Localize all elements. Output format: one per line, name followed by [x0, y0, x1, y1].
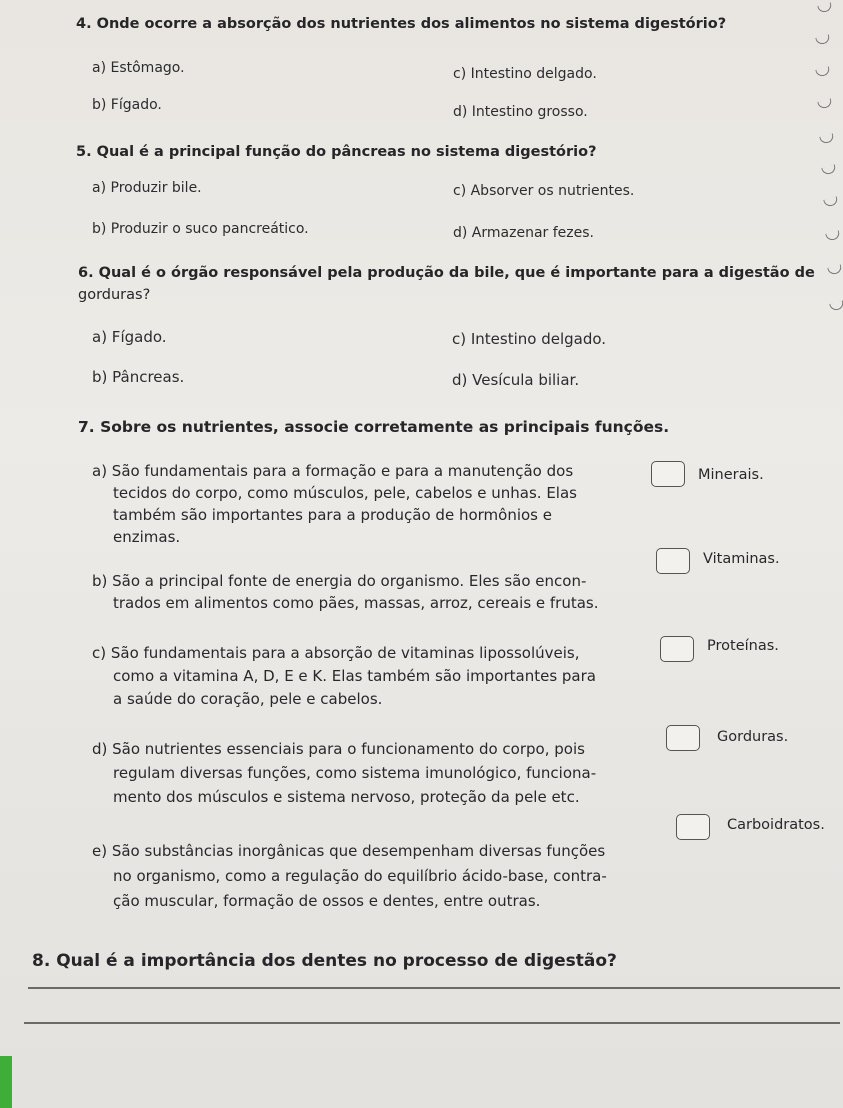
q7-item-a-line: a) São fundamentais para a formação e para a manutenção dos: [92, 462, 574, 480]
spiral-ring: [817, 98, 833, 109]
q4-option-a: a) Estômago.: [92, 60, 185, 76]
answer-box-carboidratos[interactable]: [676, 814, 710, 840]
q5-option-a: a) Produzir bile.: [92, 180, 202, 196]
q7-item-d-line: mento dos músculos e sistema nervoso, proteção da pele etc.: [113, 788, 580, 806]
label-vitaminas: Vitaminas.: [703, 551, 780, 567]
q7-item-b-line: trados em alimentos como pães, massas, arroz, cereais e frutas.: [113, 594, 599, 612]
q5-option-c: c) Absorver os nutrientes.: [453, 183, 635, 199]
spiral-ring: [815, 66, 831, 77]
q7-item-a-line: enzimas.: [113, 528, 181, 546]
q7-item-b-line: b) São a principal fonte de energia do organismo. Eles são encon-: [92, 572, 587, 590]
q6-option-c: c) Intestino delgado.: [452, 330, 607, 348]
answer-line-1[interactable]: [28, 987, 840, 989]
q6-option-b: b) Pâncreas.: [92, 368, 185, 386]
q7-item-d-line: d) São nutrientes essenciais para o funcionamento do corpo, pois: [92, 740, 585, 758]
spiral-ring: [827, 264, 843, 275]
spiral-ring: [815, 34, 831, 45]
q4-option-b: b) Fígado.: [92, 97, 162, 113]
q4-option-c: c) Intestino delgado.: [453, 66, 597, 82]
q6-option-d: d) Vesícula biliar.: [452, 371, 580, 389]
q7-item-c-line: como a vitamina A, D, E e K. Elas também são importantes para: [113, 667, 596, 685]
q6-option-a: a) Fígado.: [92, 328, 167, 346]
label-minerais: Minerais.: [698, 467, 764, 483]
answer-box-minerais[interactable]: [651, 461, 685, 487]
q7-item-a-line: também são importantes para a produção de hormônios e: [113, 506, 552, 524]
label-carboidratos: Carboidratos.: [727, 817, 825, 833]
q7-item-d-line: regulam diversas funções, como sistema imunológico, funciona-: [113, 764, 597, 782]
label-gorduras: Gorduras.: [717, 729, 789, 745]
q6-question-line2: gorduras?: [78, 287, 151, 303]
q7-item-e-line: e) São substâncias inorgânicas que desempenham diversas funções: [92, 842, 606, 860]
q7-item-e-line: no organismo, como a regulação do equilíbrio ácido-base, contra-: [113, 867, 607, 885]
q7-item-c-line: c) São fundamentais para a absorção de vitaminas lipossolúveis,: [92, 644, 580, 662]
spiral-ring: [817, 2, 833, 13]
green-corner-mark: [0, 1056, 12, 1108]
q6-question-line1: 6. Qual é o órgão responsável pela produção da bile, que é importante para a digestão de: [78, 265, 815, 281]
q5-question: 5. Qual é a principal função do pâncreas no sistema digestório?: [76, 144, 597, 160]
answer-box-gorduras[interactable]: [666, 725, 700, 751]
q4-option-d: d) Intestino grosso.: [453, 104, 588, 120]
spiral-ring: [821, 164, 837, 175]
q7-question: 7. Sobre os nutrientes, associe corretamente as principais funções.: [78, 418, 670, 436]
answer-box-proteinas[interactable]: [660, 636, 694, 662]
spiral-ring: [825, 230, 841, 241]
q7-item-c-line: a saúde do coração, pele e cabelos.: [113, 690, 383, 708]
q5-option-b: b) Produzir o suco pancreático.: [92, 221, 309, 237]
answer-line-2[interactable]: [24, 1022, 840, 1024]
q7-item-e-line: ção muscular, formação de ossos e dentes, entre outras.: [113, 892, 541, 910]
label-proteinas: Proteínas.: [707, 638, 779, 654]
spiral-ring: [819, 133, 835, 144]
q8-question: 8. Qual é a importância dos dentes no processo de digestão?: [32, 951, 617, 971]
spiral-ring: [829, 300, 843, 311]
q7-item-a-line: tecidos do corpo, como músculos, pele, cabelos e unhas. Elas: [113, 484, 577, 502]
answer-box-vitaminas[interactable]: [656, 548, 690, 574]
spiral-ring: [823, 196, 839, 207]
q5-option-d: d) Armazenar fezes.: [453, 225, 594, 241]
q4-question: 4. Onde ocorre a absorção dos nutrientes dos alimentos no sistema digestório?: [76, 16, 727, 32]
